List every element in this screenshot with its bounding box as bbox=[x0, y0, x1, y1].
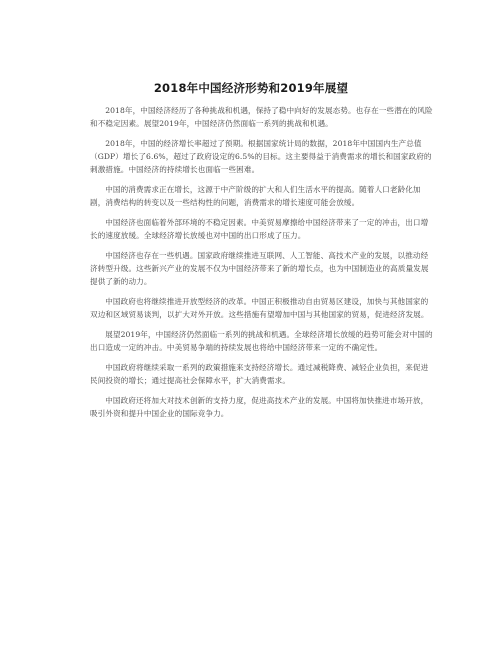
document-title: 2018年中国经济形势和2019年展望 bbox=[153, 81, 349, 95]
paragraph: 中国经济也存在一些机遇。国家政府继续推进互联网、人工智能、高技术产业的发展，以推动经济转型升级。这些新兴产业的发展不仅为中国经济带来了新的增长点，也为中国制造业的高质量发展提供了新的动力。 bbox=[90, 251, 429, 286]
paragraph: 中国的消费需求正在增长，这源于中产阶级的扩大和人们生活水平的提高。随着人口老龄化加剧，消费结构的转变以及一些结构性的问题，消费需求的增长速度可能会放缓。 bbox=[90, 185, 421, 207]
document-body bbox=[90, 104, 434, 427]
paragraph: 中国经济也面临着外部环境的不稳定因素。中美贸易摩擦给中国经济带来了一定的冲击，出口增长的速度放缓。全球经济增长放缓也对中国的出口形成了压力。 bbox=[90, 218, 429, 240]
paragraph: 2018年，中国经济经历了各种挑战和机遇，保持了稳中向好的发展态势。也存在一些潜在的风险和不稳定因素。展望2019年，中国经济仍然面临一系列的挑战和机遇。 bbox=[90, 106, 433, 128]
paragraph: 中国政府也将继续推进开放型经济的改革。中国正积极推动自由贸易区建设，加快与其他国家的双边和区域贸易谈判，以扩大对外开放。这些措施有望增加中国与其他国家的贸易，促进经济发展。 bbox=[90, 297, 429, 319]
paragraph: 中国政府将继续采取一系列的政策措施来支持经济增长。通过减税降费、减轻企业负担，来促进民间投资的增长；通过提高社会保障水平，扩大消费需求。 bbox=[90, 363, 429, 385]
paragraph: 2018年，中国的经济增长率超过了预期。根据国家统计局的数据，2018年中国国内生产总值（GDP）增长了6.6%，超过了政府设定的6.5%的目标。这主要得益于消费需求的增长和国家政府的刺激措施。中国经济的持续增长也面临一些困难。 bbox=[90, 139, 432, 174]
paragraph: 展望2019年，中国经济仍然面临一系列的挑战和机遇。全球经济增长放缓的趋势可能会对中国的出口造成一定的冲击。中美贸易争端的持续发展也将给中国经济带来一定的不确定性。 bbox=[90, 330, 433, 352]
paragraph: 中国政府还将加大对技术创新的支持力度，促进高技术产业的发展。中国将加快推进市场开放，吸引外资和提升中国企业的国际竞争力。 bbox=[90, 396, 429, 418]
